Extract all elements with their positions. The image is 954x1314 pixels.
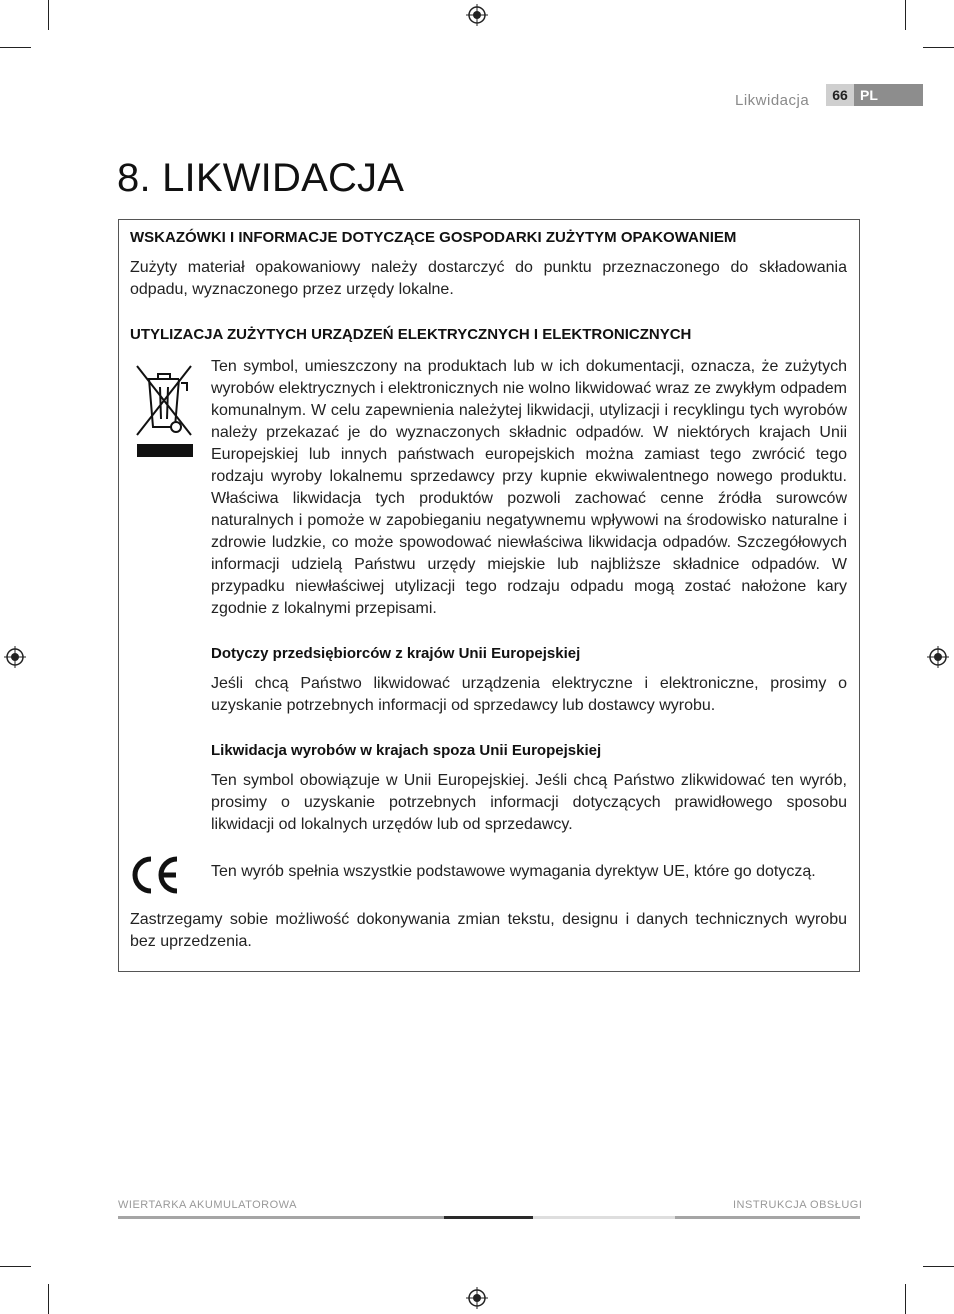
non-eu-heading: Likwidacja wyrobów w krajach spoza Unii Europejskiej <box>211 742 602 759</box>
footer-bar <box>118 1216 444 1219</box>
crop-mark <box>48 1284 49 1314</box>
weee-text: Ten symbol, umieszczony na produktach lub w ich dokumentacji, oznacza, że zużytych wyrobów elektrycznych i elektronicznych nie wolno likwidować wraz ze zwykłym odpadem komunalnym. W celu zapewnienia należytej likwidacji, utylizacji i recyklingu tych wyrobów należy przekazać je do wyznaczonych składnic odpadów. W niektórych krajach Unii Europejskiej lub innych państwach europejskich można zamiast tego zwrócić tego rodzaju wyroby lokalnemu sprzedawcy przy kupnie ekwiwalentnego nowego produktu. Właściwa likwidacja tych produktów pozwoli zachować cenne źródła surowców naturalnych i pomoże w zapobieganiu negatywnemu wpływowi na środowisko naturalne i zdrowie ludzkie, co może spowodować niewłaściwa likwidacja odpadów. Szczegółowych informacji udzielą Państwu urzędy miejskie lub najbliższe składnice odpadów. W przypadku niewłaściwej utylizacji tego rodzaju odpadu mogą zostać nałożone kary zgodnie z lokalnymi przepisami. <box>211 358 847 617</box>
crop-mark <box>48 0 49 30</box>
registration-mark-icon <box>4 646 26 668</box>
crop-mark <box>0 47 31 48</box>
running-header-section: Likwidacja <box>735 92 810 109</box>
language-tag: PL <box>854 84 923 106</box>
footer-bar <box>444 1216 533 1219</box>
registration-mark-icon <box>466 4 488 26</box>
ce-mark-icon <box>131 855 183 895</box>
footer-product-name: WIERTARKA AKUMULATOROWA <box>118 1199 297 1211</box>
disclaimer-text: Zastrzegamy sobie możliwość dokonywania zmian tekstu, designu i danych technicznych wyrobu bez uprzedzenia. <box>130 911 847 950</box>
crop-mark <box>905 1284 906 1314</box>
eu-business-text: Jeśli chcą Państwo likwidować urządzenia elektryczne i elektroniczne, prosimy o uzyskanie potrzebnych informacji od sprzedawcy lub dostawcy wyrobu. <box>211 675 847 714</box>
content-box <box>118 219 860 972</box>
crop-mark <box>923 1266 954 1267</box>
crop-mark <box>905 0 906 30</box>
registration-mark-icon <box>466 1287 488 1309</box>
footer-bar <box>675 1216 860 1219</box>
footer-bar <box>533 1216 675 1219</box>
ce-text: Ten wyrób spełnia wszystkie podstawowe wymagania dyrektyw UE, które go dotyczą. <box>211 863 816 880</box>
packaging-text: Zużyty materiał opakowaniowy należy dostarczyć do punktu przeznaczonego do składowania odpadu, wyznaczonego przez urzędy lokalne. <box>130 259 847 298</box>
crop-mark <box>923 47 954 48</box>
registration-mark-icon <box>927 646 949 668</box>
chapter-title: 8. LIKWIDACJA <box>117 156 405 200</box>
footer-document-type: INSTRUKCJA OBSŁUGI <box>733 1199 863 1211</box>
non-eu-text: Ten symbol obowiązuje w Unii Europejskiej. Jeśli chcą Państwo zlikwidować ten wyrób, prosimy o uzyskanie potrzebnych informacji dotyczących prawidłowego sposobu likwidacji od lokalnych urzędów lub od sprzedawcy. <box>211 772 847 833</box>
packaging-heading: WSKAZÓWKI I INFORMACJE DOTYCZĄCE GOSPODARKI ZUŻYTYM OPAKOWANIEM <box>130 229 737 246</box>
eu-business-heading: Dotyczy przedsiębiorców z krajów Unii Europejskiej <box>211 645 581 662</box>
crop-mark <box>0 1266 31 1267</box>
crossed-out-wheelie-bin-icon <box>133 363 195 459</box>
page-number: 66 <box>826 84 854 106</box>
weee-heading: UTYLIZACJA ZUŻYTYCH URZĄDZEŃ ELEKTRYCZNYCH I ELEKTRONICZNYCH <box>130 326 692 343</box>
